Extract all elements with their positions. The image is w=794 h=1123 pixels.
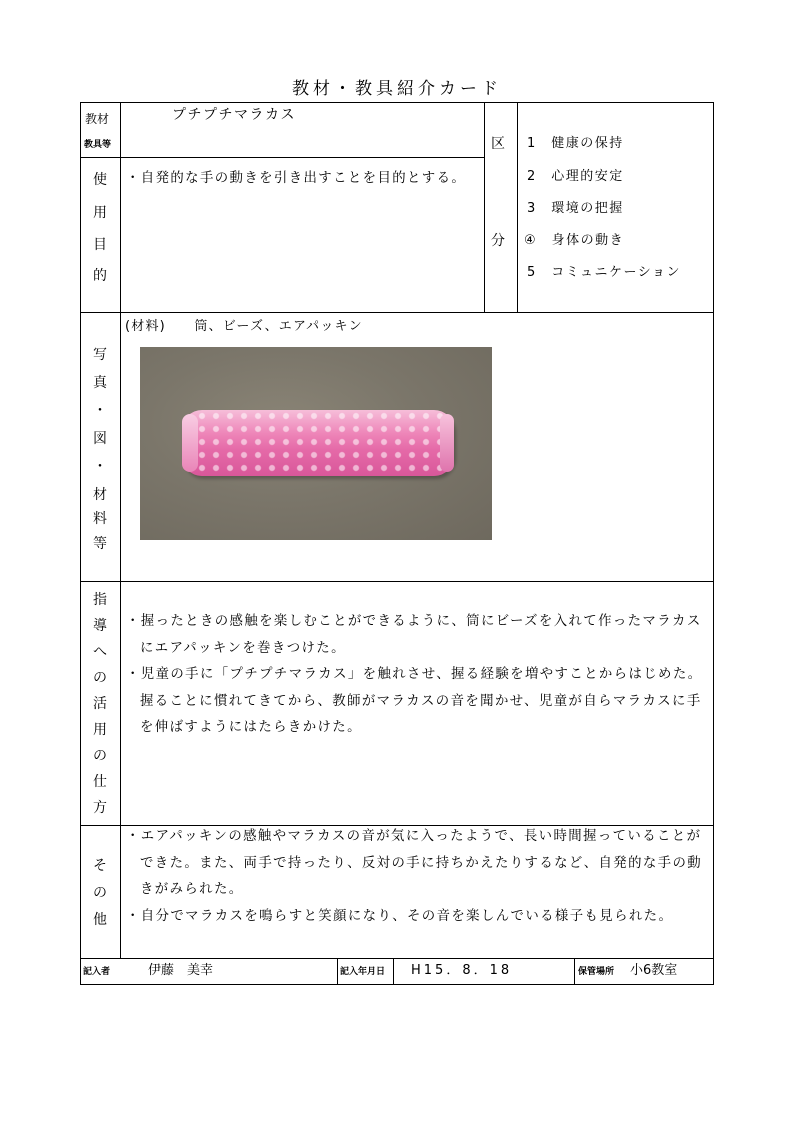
bubble-wrap-maraca-image [182, 410, 454, 476]
category-label-top: 区 [491, 136, 505, 152]
date-label: 記入年月日 [340, 967, 386, 977]
author-label: 記入者 [83, 967, 111, 977]
purpose-label-char: 目 [93, 237, 107, 253]
usage-label-char: の [93, 670, 107, 686]
usage-label-char: 用 [93, 722, 107, 738]
material-label-line1: 教材 [85, 112, 110, 126]
maraca-photo [140, 347, 492, 540]
category-item: 5 コミュニケーション [527, 265, 681, 280]
other-label-char: 他 [93, 912, 107, 928]
purpose-label-char: 用 [93, 205, 107, 221]
category-item: 1 健康の保持 [527, 136, 624, 151]
other-bullet: ・自分でマラカスを鳴らすと笑顔になり、その音を楽しんでいる様子も見られた。 [126, 908, 674, 924]
category-item: 2 心理的安定 [527, 169, 624, 184]
other-label-char: そ [93, 858, 107, 874]
material-name: プチプチマラカス [172, 107, 296, 123]
other-bullet: ・エアパッキンの感触やマラカスの音が気に入ったようで、長い時間握っていることができた。また、両手で持ったり、反対の手に持ちかえたりするなど、自発的な手の動きがみられた。 [126, 829, 703, 897]
purpose-text: ・自発的な手の動きを引き出すことを目的とする。 [126, 171, 467, 186]
card-title: 教材・教具紹介カード [292, 79, 502, 99]
usage-label-char: へ [93, 644, 107, 660]
author-value: 伊藤 美幸 [148, 963, 214, 978]
usage-text [126, 609, 711, 742]
photo-label-char: 料 [93, 511, 107, 527]
materials-line: (材料) 筒、ビーズ、エアパッキン [125, 319, 363, 334]
photo-label-char: 写 [93, 347, 107, 363]
storage-label: 保管場所 [578, 967, 615, 977]
photo-label-char: 等 [93, 536, 107, 552]
usage-label-char: の [93, 748, 107, 764]
photo-label-char: 真 [93, 375, 107, 391]
usage-bullet: ・児童の手に「プチプチマラカス」を触れさせ、握る経験を増やすことからはじめた。握ることに慣れてきてから、教師がマラカスの音を聞かせ、児童が自らマラカスに手を伸ばすようにはたらきかけた。 [126, 667, 703, 735]
category-label-bottom: 分 [491, 233, 505, 249]
date-value: H15．8．18 [411, 963, 513, 978]
other-label-char: の [93, 885, 107, 901]
purpose-label-char: 的 [93, 268, 107, 284]
usage-label-char: 指 [93, 592, 107, 608]
category-item-selected: ④ 身体の動き [524, 233, 625, 248]
usage-bullet: ・握ったときの感触を楽しむことができるように、筒にビーズを入れて作ったマラカスにエアパッキンを巻きつけた。 [126, 614, 702, 656]
photo-label-char: ・ [93, 459, 107, 475]
purpose-label-char: 使 [93, 172, 107, 188]
material-label-line2: 教具等 [84, 140, 112, 150]
storage-value: 小6教室 [630, 963, 678, 978]
photo-label-char: ・ [93, 403, 107, 419]
photo-label-char: 材 [93, 487, 107, 503]
usage-label-char: 仕 [93, 774, 107, 790]
usage-label-char: 方 [93, 800, 107, 816]
usage-label-char: 導 [93, 618, 107, 634]
category-item: 3 環境の把握 [527, 201, 624, 216]
usage-label-char: 活 [93, 696, 107, 712]
other-text [126, 824, 711, 930]
photo-label-char: 図 [93, 431, 107, 447]
